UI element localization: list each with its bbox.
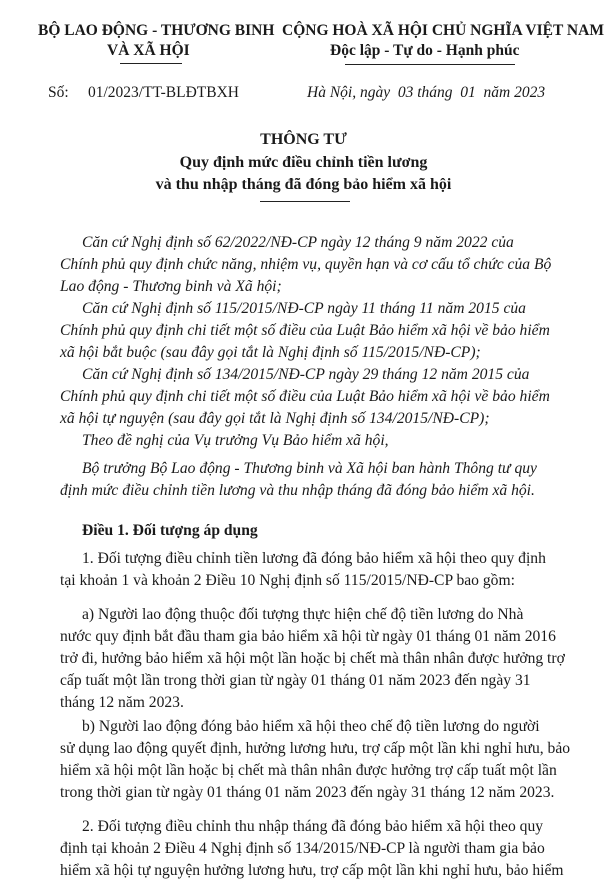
preamble-line: xã hội bắt buộc (sau đây gọi tắt là Nghị định số 115/2015/NĐ-CP); [60,344,481,361]
place-and-date: Hà Nội, ngày 03 tháng 01 năm 2023 [307,84,546,101]
document-number: 01/2023/TT-BLĐTBXH [88,84,239,101]
clause-line: định tại khoản 2 Điều 4 Nghị định số 134/2015/NĐ-CP là người tham gia bảo [60,840,545,857]
preamble-line: Căn cứ Nghị định số 115/2015/NĐ-CP ngày 11 tháng 11 năm 2015 của [82,300,526,317]
preamble-line: Chính phủ quy định chi tiết một số điều của Luật Bảo hiểm xã hội về bảo hiểm [60,322,550,339]
preamble-line: định mức điều chỉnh tiền lương và thu nhập tháng đã đóng bảo hiểm xã hội. [60,482,535,499]
clause-line: a) Người lao động thuộc đối tượng thực hiện chế độ tiền lương do Nhà [82,606,524,623]
preamble-line: Lao động - Thương binh và Xã hội; [60,278,282,295]
clause-line: trong thời gian từ ngày 01 tháng 01 năm 2023 đến ngày 31 tháng 12 năm 2023. [60,784,555,801]
document-subtitle-line2: và thu nhập tháng đã đóng bảo hiểm xã hội [155,176,452,193]
preamble-line: Theo đề nghị của Vụ trưởng Vụ Bảo hiểm xã hội, [82,432,389,449]
title-underline [260,201,350,202]
clause-line: tại khoản 1 và khoản 2 Điều 10 Nghị định số 115/2015/NĐ-CP bao gồm: [60,572,515,589]
document-subtitle-line1: Quy định mức điều chỉnh tiền lương [179,154,428,171]
clause-line: trở đi, hưởng bảo hiểm xã hội một lần hoặc bị chết mà thân nhân được hưởng trợ [60,650,565,667]
document-number-label: Số: [48,84,69,101]
clause-line: 1. Đối tượng điều chỉnh tiền lương đã đóng bảo hiểm xã hội theo quy định [82,550,546,567]
ministry-name-line1: BỘ LAO ĐỘNG - THƯƠNG BINH [38,22,275,39]
article-1-heading: Điều 1. Đối tượng áp dụng [82,522,258,539]
clause-line: b) Người lao động đóng bảo hiểm xã hội theo chế độ tiền lương do người [82,718,540,735]
clause-line: 2. Đối tượng điều chỉnh thu nhập tháng đã đóng bảo hiểm xã hội theo quy [82,818,544,835]
clause-line: tháng 12 năm 2023. [60,694,184,711]
clause-line: hiểm xã hội một lần hoặc bị chết mà thân nhân được hưởng trợ cấp tuất một lần [60,762,557,779]
clause-line: nước quy định bắt đầu tham gia bảo hiểm xã hội từ ngày 01 tháng 01 năm 2016 [60,628,556,645]
ministry-name-line2: VÀ XÃ HỘI [107,42,190,59]
preamble-line: Căn cứ Nghị định số 134/2015/NĐ-CP ngày 29 tháng 12 năm 2015 của [82,366,530,383]
ministry-underline [120,63,182,64]
clause-line: sử dụng lao động quyết định, hưởng lương hưu, trợ cấp một lần khi nghỉ hưu, bảo [60,740,571,757]
clause-line: cấp tuất một lần trong thời gian từ ngày 01 tháng 01 năm 2023 đến ngày 31 [60,672,531,689]
preamble-line: Chính phủ quy định chi tiết một số điều của Luật Bảo hiểm xã hội về bảo hiểm [60,388,550,405]
clause-line: hiểm xã hội tự nguyện hưởng lương hưu, trợ cấp một lần khi nghỉ hưu, bảo hiểm [60,862,564,879]
document-type-title: THÔNG TƯ [260,131,347,148]
motto-underline [345,64,515,65]
preamble-line: Chính phủ quy định chức năng, nhiệm vụ, quyền hạn và cơ cấu tổ chức của Bộ [60,256,552,273]
preamble-line: Căn cứ Nghị định số 62/2022/NĐ-CP ngày 12 tháng 9 năm 2022 của [82,234,514,251]
national-motto: Độc lập - Tự do - Hạnh phúc [330,42,520,59]
preamble-line: xã hội tự nguyện (sau đây gọi tắt là Nghị định số 134/2015/NĐ-CP); [60,410,490,427]
preamble-line: Bộ trưởng Bộ Lao động - Thương binh và Xã hội ban hành Thông tư quy [82,460,537,477]
republic-name: CỘNG HOÀ XÃ HỘI CHỦ NGHĨA VIỆT NAM [282,22,604,39]
